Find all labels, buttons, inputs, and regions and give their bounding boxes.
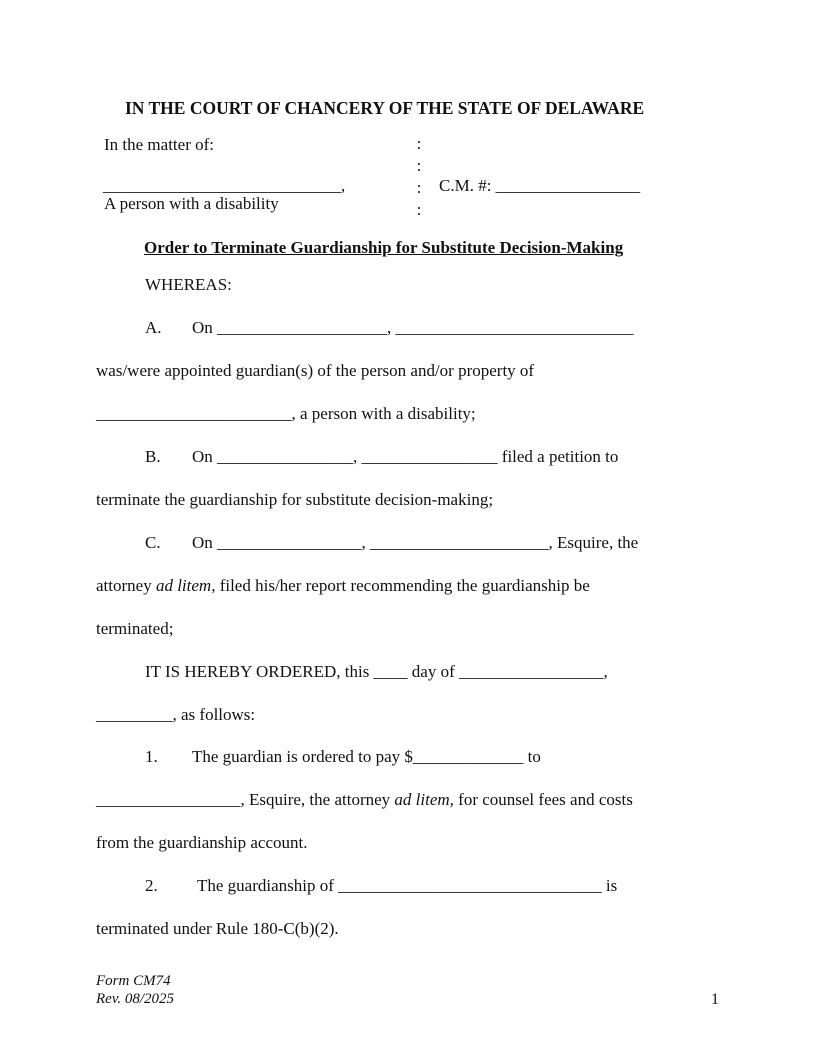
para-a-line: _______________________, a person with a disability; bbox=[96, 404, 476, 423]
caption-cm-number: C.M. #: _________________ bbox=[439, 176, 641, 195]
item-1-marker: 1. bbox=[145, 747, 158, 766]
para-c-line: terminated; bbox=[96, 619, 174, 638]
caption-colon: : bbox=[416, 178, 422, 197]
para-b-line: terminate the guardianship for substitute decision-making; bbox=[96, 490, 494, 509]
whereas-heading: WHEREAS: bbox=[145, 275, 232, 294]
item-2-line: The guardianship of _______________________________ is bbox=[197, 876, 618, 895]
caption-colon: : bbox=[416, 200, 422, 219]
caption-colon: : bbox=[416, 134, 422, 153]
para-a-line: was/were appointed guardian(s) of the person and/or property of bbox=[96, 361, 535, 380]
order-title: Order to Terminate Guardianship for Substitute Decision-Making bbox=[144, 238, 624, 257]
footer-form-id: Form CM74 bbox=[96, 973, 171, 989]
para-c-text: attorney bbox=[96, 576, 156, 595]
item-2-line: terminated under Rule 180-C(b)(2). bbox=[96, 919, 339, 938]
para-c-line: On _________________, _____________________, Esquire, the bbox=[192, 533, 639, 552]
item-2-marker: 2. bbox=[145, 876, 158, 895]
para-c-line bbox=[96, 576, 590, 596]
item-1-text: _________________, Esquire, the attorney bbox=[96, 790, 395, 809]
item-1-text: for counsel fees and costs bbox=[453, 790, 633, 809]
item-1-line bbox=[96, 790, 633, 810]
caption-disabled-label: A person with a disability bbox=[104, 194, 279, 213]
ad-litem-italic: ad litem bbox=[155, 576, 212, 595]
footer-revision: Rev. 08/2025 bbox=[96, 991, 175, 1007]
page-number: 1 bbox=[711, 991, 719, 1008]
item-1-line: from the guardianship account. bbox=[96, 833, 308, 852]
ordered-line: IT IS HEREBY ORDERED, this ____ day of _________________, bbox=[145, 662, 608, 681]
item-1-line: The guardian is ordered to pay $_____________ to bbox=[192, 747, 541, 766]
caption-colon: : bbox=[416, 156, 422, 175]
para-b-marker: B. bbox=[145, 447, 161, 466]
ad-litem-italic: ad litem, bbox=[394, 790, 454, 809]
court-title: IN THE COURT OF CHANCERY OF THE STATE OF DELAWARE bbox=[125, 98, 645, 118]
para-c-text: , filed his/her report recommending the guardianship be bbox=[211, 576, 590, 595]
para-a-marker: A. bbox=[145, 318, 162, 337]
para-b-line: On ________________, ________________ filed a petition to bbox=[192, 447, 619, 466]
caption-name-blank: ____________________________, bbox=[103, 176, 346, 195]
para-c-marker: C. bbox=[145, 533, 161, 552]
caption-matter-label: In the matter of: bbox=[104, 135, 214, 154]
ordered-line: _________, as follows: bbox=[96, 705, 256, 724]
para-a-line: On ____________________, ____________________________ bbox=[192, 318, 634, 337]
